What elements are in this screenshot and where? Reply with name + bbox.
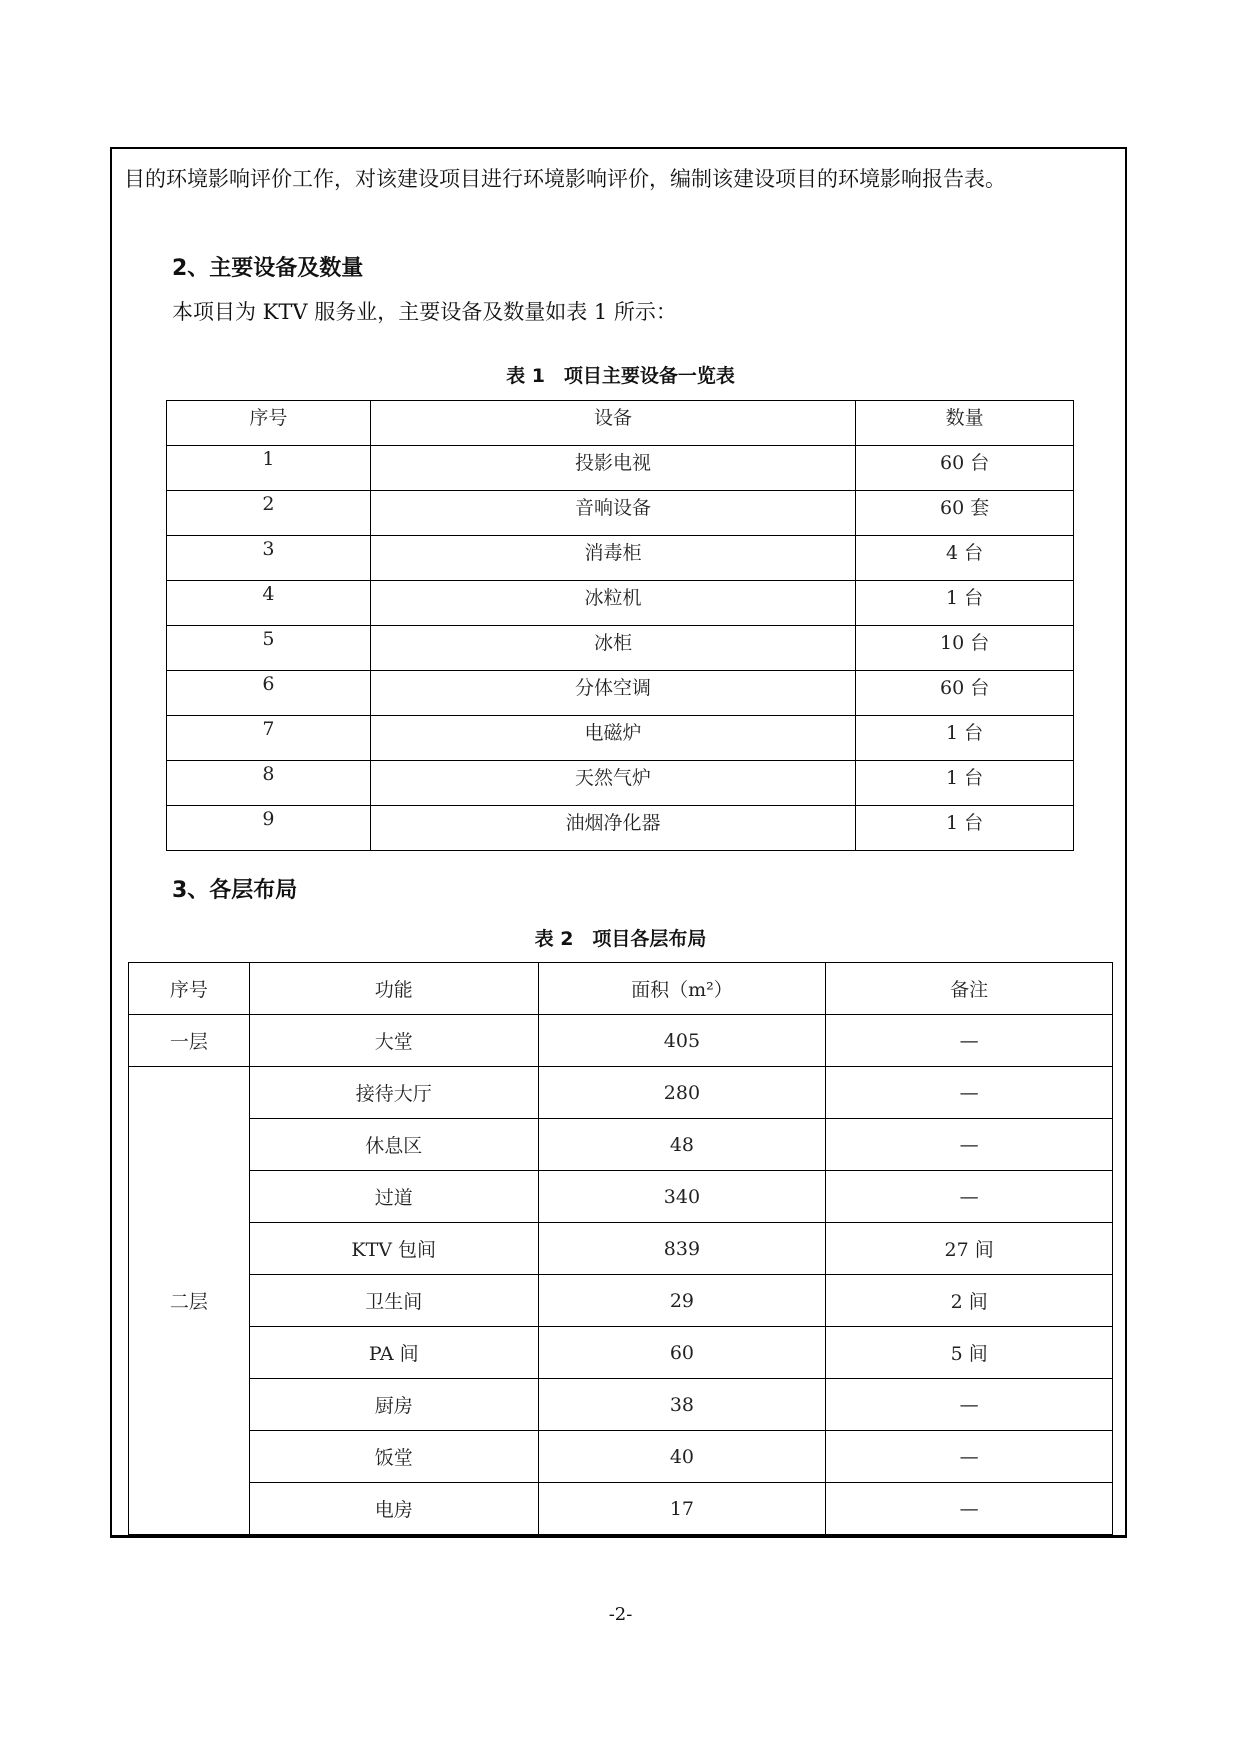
table-cell: PA 间: [249, 1327, 538, 1379]
table-cell: 7: [167, 716, 371, 761]
table-header-row: [167, 401, 1074, 446]
table-cell: 4: [167, 581, 371, 626]
table-row: [167, 716, 1074, 761]
table1-caption: 表 1 项目主要设备一览表: [506, 365, 735, 387]
table-cell: 电房: [249, 1483, 538, 1535]
intro-continuation: 目的环境影响评价工作，对该建设项目进行环境影响评价，编制该建设项目的环境影响报告表。: [124, 167, 1006, 191]
header-cell: 序号: [167, 401, 371, 446]
table-row: [167, 446, 1074, 491]
table-cell: 过道: [249, 1171, 538, 1223]
floor-label: 二层: [129, 1067, 250, 1535]
table-row: [129, 1171, 1113, 1223]
table-cell: 3: [167, 536, 371, 581]
table-cell: 60 套: [856, 491, 1074, 536]
table-cell: 5 间: [826, 1327, 1113, 1379]
table-row: [167, 761, 1074, 806]
table-cell: 405: [538, 1015, 826, 1067]
table-cell: 60 台: [856, 446, 1074, 491]
table-row: [129, 1275, 1113, 1327]
section3-heading: 3、各层布局: [172, 878, 298, 903]
header-cell: 面积（m²）: [538, 963, 826, 1015]
table-cell: 消毒柜: [370, 536, 855, 581]
table-cell: 8: [167, 761, 371, 806]
table-row: [129, 1067, 1113, 1119]
table-cell: 接待大厅: [249, 1067, 538, 1119]
table-cell: 1 台: [856, 806, 1074, 851]
table-cell: 1 台: [856, 581, 1074, 626]
table-cell: 大堂: [249, 1015, 538, 1067]
table-cell: 休息区: [249, 1119, 538, 1171]
table-cell: —: [826, 1067, 1113, 1119]
table-cell: 340: [538, 1171, 826, 1223]
table-row: [129, 1379, 1113, 1431]
page-number: -2-: [608, 1604, 633, 1625]
table-cell: 40: [538, 1431, 826, 1483]
table-cell: 天然气炉: [370, 761, 855, 806]
section2-heading: 2、主要设备及数量: [172, 256, 364, 281]
table-cell: 5: [167, 626, 371, 671]
floor-layout-table: [128, 962, 1113, 1535]
table-cell: 厨房: [249, 1379, 538, 1431]
table-cell: 27 间: [826, 1223, 1113, 1275]
table-cell: 饭堂: [249, 1431, 538, 1483]
table2-caption: 表 2 项目各层布局: [534, 928, 707, 950]
table-cell: —: [826, 1015, 1113, 1067]
table-cell: 48: [538, 1119, 826, 1171]
table-cell: 1 台: [856, 761, 1074, 806]
table-row: [167, 581, 1074, 626]
table-cell: —: [826, 1119, 1113, 1171]
table-cell: 投影电视: [370, 446, 855, 491]
header-cell: 序号: [129, 963, 250, 1015]
table-cell: 2 间: [826, 1275, 1113, 1327]
table-cell: 音响设备: [370, 491, 855, 536]
table-cell: 冰粒机: [370, 581, 855, 626]
header-cell: 功能: [249, 963, 538, 1015]
table-cell: 60: [538, 1327, 826, 1379]
table-row: [129, 1223, 1113, 1275]
table-cell: 4 台: [856, 536, 1074, 581]
table-cell: 17: [538, 1483, 826, 1535]
table-cell: 29: [538, 1275, 826, 1327]
floor-label: 一层: [129, 1015, 250, 1067]
table-row: [167, 671, 1074, 716]
table-row: [167, 806, 1074, 851]
table-cell: KTV 包间: [249, 1223, 538, 1275]
header-cell: 备注: [826, 963, 1113, 1015]
table-cell: 1: [167, 446, 371, 491]
table-cell: 10 台: [856, 626, 1074, 671]
table-row: [129, 1431, 1113, 1483]
table-row: [129, 1327, 1113, 1379]
table-cell: —: [826, 1431, 1113, 1483]
table-row: [129, 1119, 1113, 1171]
header-cell: 数量: [856, 401, 1074, 446]
table-row: [167, 536, 1074, 581]
table-row: [167, 626, 1074, 671]
table-cell: 839: [538, 1223, 826, 1275]
table-cell: 分体空调: [370, 671, 855, 716]
table-row: [167, 491, 1074, 536]
table-header-row: [129, 963, 1113, 1015]
table-cell: —: [826, 1483, 1113, 1535]
table-cell: 6: [167, 671, 371, 716]
equipment-table: [166, 400, 1074, 851]
table-row: [129, 1015, 1113, 1067]
table-cell: 9: [167, 806, 371, 851]
table-cell: 2: [167, 491, 371, 536]
table-cell: 38: [538, 1379, 826, 1431]
section2-text: 本项目为 KTV 服务业，主要设备及数量如表 1 所示：: [172, 300, 677, 324]
header-cell: 设备: [370, 401, 855, 446]
table-cell: 卫生间: [249, 1275, 538, 1327]
table-cell: —: [826, 1171, 1113, 1223]
table-cell: 60 台: [856, 671, 1074, 716]
table-cell: 冰柜: [370, 626, 855, 671]
table-row: [129, 1483, 1113, 1535]
table-cell: 1 台: [856, 716, 1074, 761]
table-cell: —: [826, 1379, 1113, 1431]
table-cell: 油烟净化器: [370, 806, 855, 851]
table-cell: 280: [538, 1067, 826, 1119]
table-cell: 电磁炉: [370, 716, 855, 761]
